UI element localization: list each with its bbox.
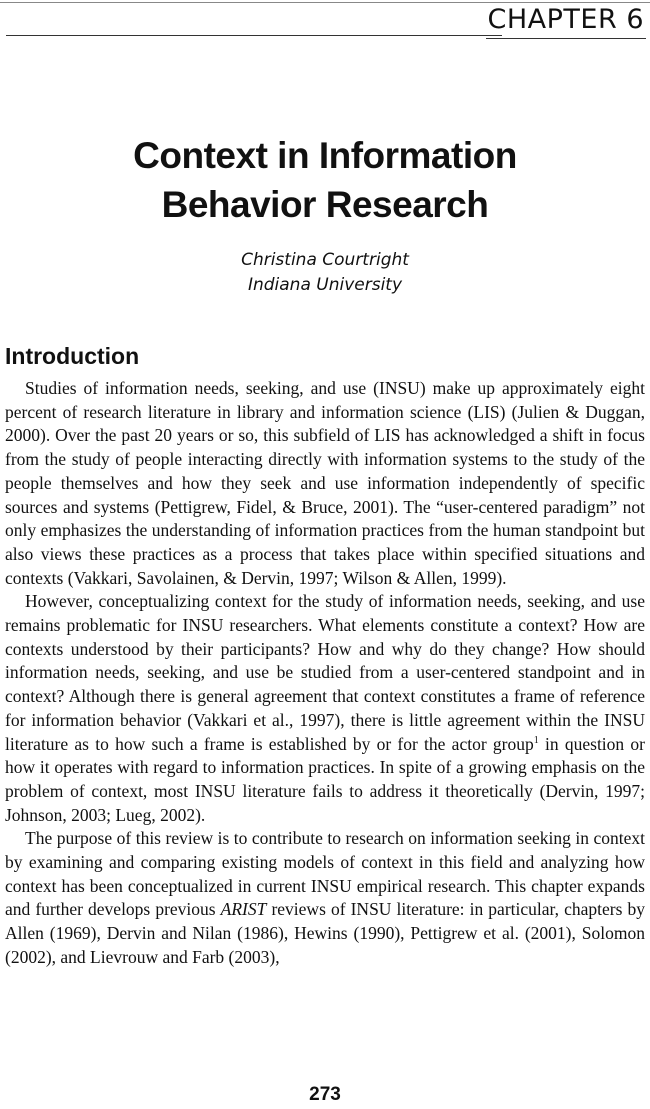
- paragraph-1-text: Studies of information needs, seeking, and use (INSU) make up approximately eight percent of research literature in library and information science (LIS) (Julien & Duggan, 2000). Over the past 20 years or so, this subfield of LIS has acknowledged a shift in focus from the study of people interacting directly with information systems to the study of the people themselves and how they seek and use information independently of specific sources and systems (Pettigrew, Fidel, & Bruce, 2001). The “user-centered paradigm” not only emphasizes the understanding of information practices from the human standpoint but also views these practices as a process that takes place within specified situations and contexts (Vakkari, Savolainen, & Dervin, 1997; Wilson & Allen, 1999).: [5, 378, 645, 588]
- chapter-rule: [6, 35, 502, 36]
- journal-name: ARIST: [220, 899, 267, 920]
- author-name: Christina Courtright: [241, 250, 409, 270]
- author-affiliation: Indiana University: [247, 275, 403, 295]
- title-line-1: Context in Information: [133, 135, 517, 176]
- section-heading: Introduction: [5, 343, 140, 369]
- paragraph-3: [5, 827, 645, 969]
- paragraph-2-text-a: However, conceptualizing context for the study of information needs, seeking, and use remains problematic for INSU researchers. What elements constitute a context? How are contexts understood by their participants? How and why do they change? How should information needs, seeking, and use be studied from a user-centered standpoint and in context? Although there is general agreement that context constitutes a frame of reference for information behavior (Vakkari et al., 1997), there is little agreement within the INSU literature as to how such a frame is established by or for the actor group: [5, 591, 645, 754]
- footnote-marker[interactable]: 1: [533, 734, 539, 746]
- title-line-2: Behavior Research: [161, 184, 489, 225]
- paragraph-3-text-b: reviews of INSU literature: in particular, chapters by Allen (1969), Dervin and Nilan (1986), Hewins (1990), Pettigrew et al. (2001), Solomon (2002), and Lievrouw and Farb (2003),: [5, 899, 645, 967]
- paragraph-2: [5, 590, 645, 827]
- article-title: [0, 131, 650, 229]
- chapter-label: CHAPTER 6: [486, 2, 646, 39]
- body-text: [5, 377, 645, 970]
- paragraph-1: [5, 377, 645, 590]
- page-number: 273: [309, 1084, 341, 1105]
- paragraph-2-text-b: in question or how it operates with regard to information practices. In spite of a growing emphasis on the problem of context, most INSU literature fails to address it theoretically (Dervin, 1997; Johnson, 2003; Lueg, 2002).: [5, 733, 645, 825]
- author-block: [0, 248, 650, 298]
- paragraph-3-text-a: The purpose of this review is to contribute to research on information seeking in context by examining and comparing existing models of context in this field and analyzing how context has been conceptualized in current INSU empirical research. This chapter expands and further develops previous: [5, 828, 645, 920]
